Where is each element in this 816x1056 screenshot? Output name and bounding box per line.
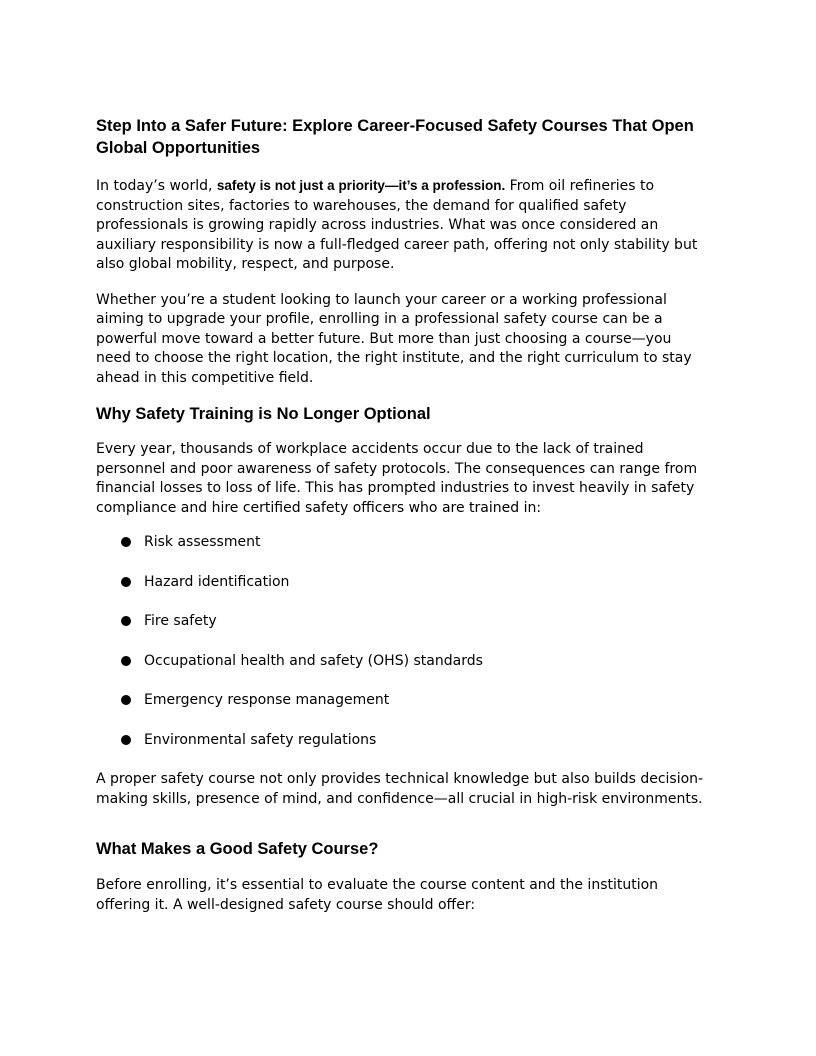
- section-heading-why: Why Safety Training is No Longer Optional: [96, 405, 431, 423]
- bullet-icon: [121, 656, 131, 666]
- intro-paragraph: [96, 176, 706, 275]
- list-item-text: Occupational health and safety (OHS) standards: [144, 652, 483, 669]
- section-why-closing: A proper safety course not only provides technical knowledge but also builds decision-making skills, presence of mind, and confidence—all crucial in high-risk environments.: [96, 771, 704, 807]
- document-title: Step Into a Safer Future: Explore Career-Focused Safety Courses That Open Global Opportunities: [96, 117, 694, 157]
- section-heading-good-course: What Makes a Good Safety Course?: [96, 840, 379, 858]
- list-item-text: Hazard identification: [144, 573, 290, 590]
- document-page: [96, 112, 706, 915]
- section-why-paragraph: Every year, thousands of workplace accidents occur due to the lack of trained personnel and poor awareness of safety protocols. The consequences can range from financial losses to loss of life. This has prompted industries to invest heavily in safety compliance and hire certified safety officers who are trained in:: [96, 441, 698, 516]
- list-item: [96, 731, 706, 751]
- bullet-icon: [121, 695, 131, 705]
- paragraph-two: Whether you’re a student looking to launch your career or a working professional aiming to upgrade your profile, enrolling in a professional safety course can be a powerful move toward a better future. But more than just choosing a course—you need to choose the right location, the right institute, and the right curriculum to stay ahead in this competitive field.: [96, 291, 692, 386]
- list-item: [96, 573, 706, 593]
- list-item-text: Risk assessment: [144, 534, 261, 550]
- list-item: [96, 533, 706, 553]
- training-topics-list: [96, 533, 706, 750]
- intro-lead-text: In today’s world,: [96, 178, 217, 194]
- list-item-text: Emergency response management: [144, 692, 390, 708]
- bullet-icon: [121, 735, 131, 745]
- bullet-icon: [121, 616, 131, 626]
- list-item: [96, 612, 706, 632]
- list-item: [96, 691, 706, 711]
- list-item-text: Fire safety: [144, 613, 217, 629]
- list-item-text: Environmental safety regulations: [144, 731, 377, 748]
- bullet-icon: [121, 537, 131, 547]
- list-item: [96, 652, 706, 672]
- intro-bold-text: safety is not just a priority—it’s a profession.: [216, 178, 506, 193]
- section-good-paragraph: Before enrolling, it’s essential to evaluate the course content and the institution offering it. A well-designed safety course should offer:: [96, 877, 659, 913]
- intro-rest-text: From oil refineries to construction sites, factories to warehouses, the demand for qualified safety professionals is growing rapidly across industries. What was once considered an auxiliary responsibility is now a full-fledged career path, offering not only stability but also global mobility, respect, and purpose.: [96, 178, 698, 272]
- bullet-icon: [121, 577, 131, 587]
